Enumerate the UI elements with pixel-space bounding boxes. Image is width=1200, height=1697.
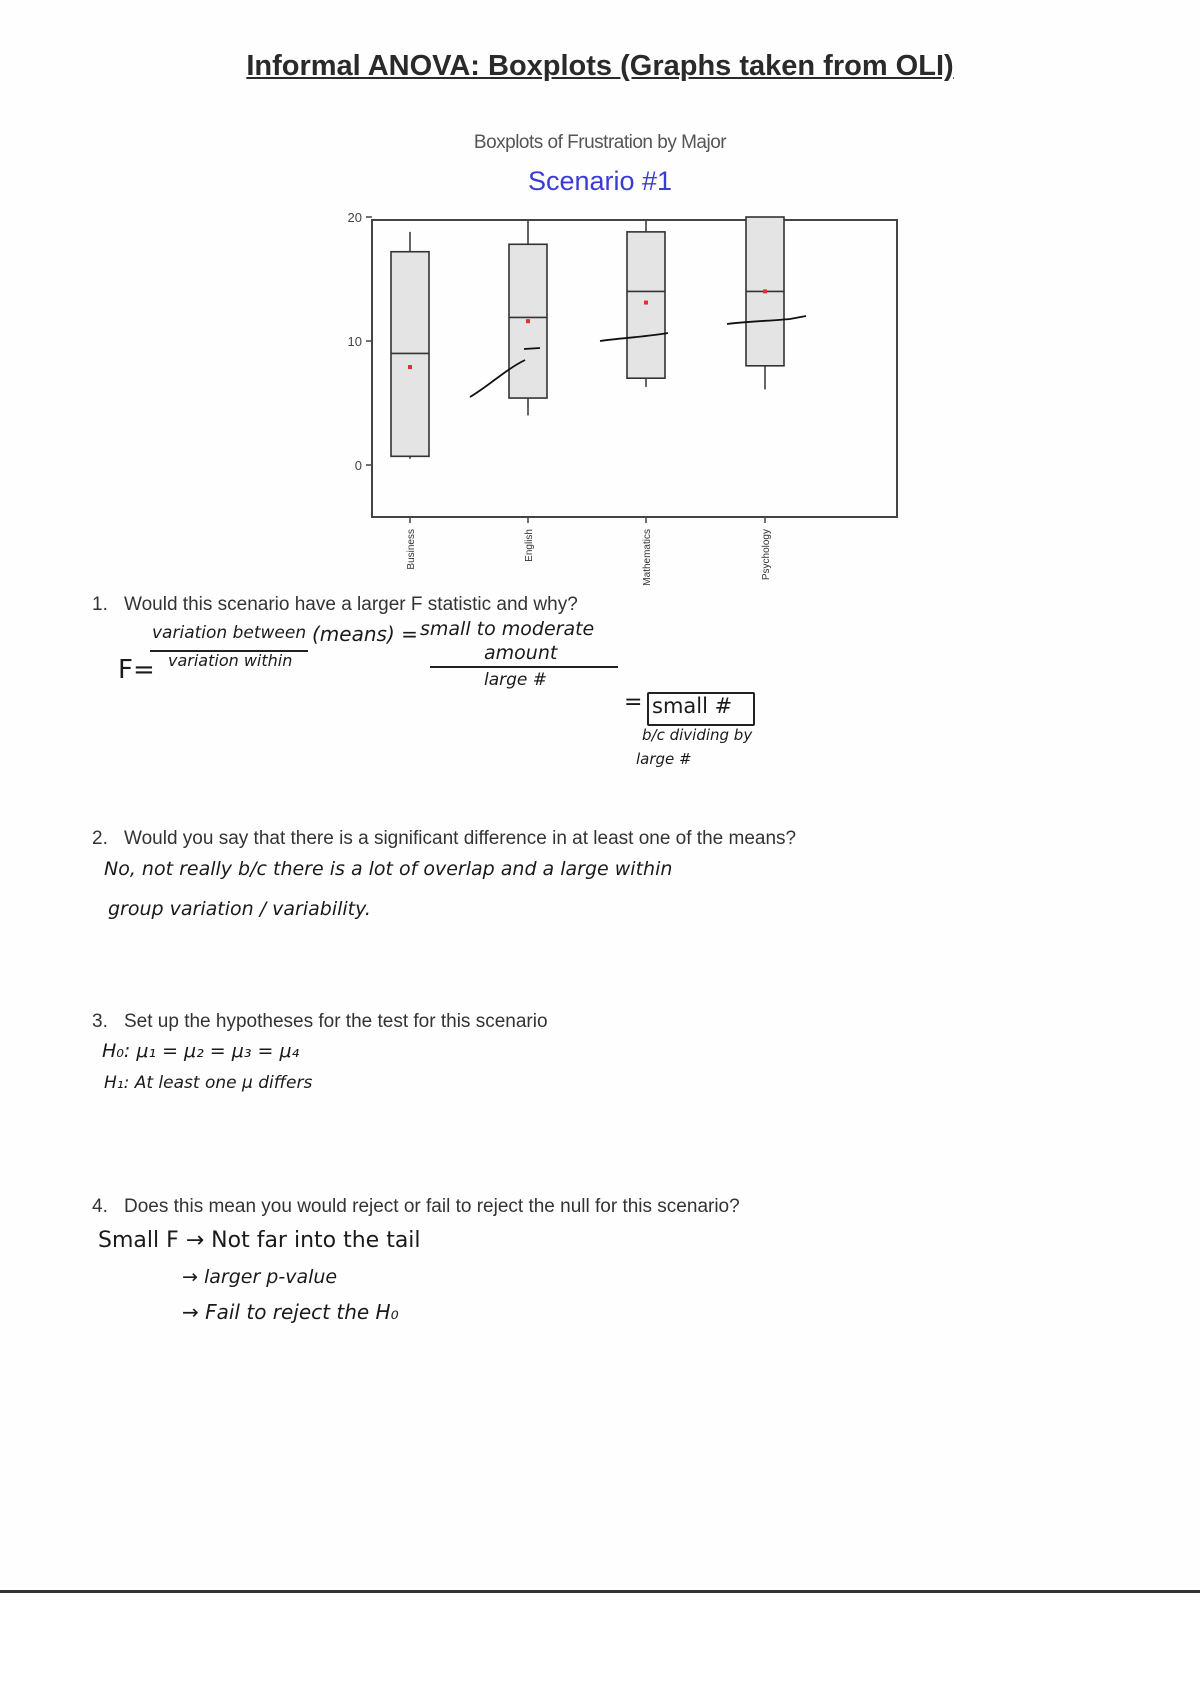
a1-f-prefix: F= [118, 655, 155, 685]
a1-fraction-line-2 [430, 666, 618, 668]
a1-because-2: large # [636, 750, 692, 768]
box-iqr [627, 232, 665, 378]
a1-amount: amount [484, 642, 558, 664]
question-2 [92, 828, 796, 850]
a1-means: (means) = [312, 622, 418, 646]
question-1-text: Would this scenario have a larger F statistic and why? [124, 594, 578, 615]
a2-line-2: group variation / variability. [108, 898, 371, 920]
a1-denominator: variation within [168, 651, 293, 670]
a4-line-2: → larger p-value [182, 1266, 338, 1288]
question-4-number: 4. [92, 1196, 108, 1217]
mean-marker [763, 289, 767, 293]
y-tick-label: 20 [347, 210, 362, 225]
box-business [391, 232, 429, 570]
y-axis [348, 210, 372, 473]
a1-boxed-answer: small # [652, 694, 733, 718]
question-3-text: Set up the hypotheses for the test for this scenario [124, 1011, 548, 1032]
boxes-group [391, 217, 784, 586]
x-tick-label: Mathematics [642, 529, 653, 586]
a2-line-1: No, not really b/c there is a lot of overlap and a large within [104, 858, 673, 880]
question-2-number: 2. [92, 828, 108, 849]
x-tick-label: Business [406, 529, 417, 570]
question-4-text: Does this mean you would reject or fail to reject the null for this scenario? [124, 1196, 740, 1217]
x-tick-label: Psychology [761, 529, 772, 581]
question-1 [92, 594, 578, 616]
chart-subtitle: Scenario #1 [527, 166, 673, 196]
question-4 [92, 1196, 740, 1218]
a1-equals: = [624, 690, 643, 715]
page-title: Informal ANOVA: Boxplots (Graphs taken from OLI) [246, 50, 954, 82]
a1-because: b/c dividing by [642, 726, 753, 744]
a3-alt-hypothesis: H₁: At least one μ differs [104, 1073, 313, 1093]
x-tick-label: English [524, 529, 535, 562]
a1-small-moderate: small to moderate [420, 618, 595, 640]
mean-marker [526, 319, 530, 323]
background-below-page [0, 1593, 1200, 1697]
a1-numerator: variation between [152, 623, 307, 643]
boxplot-chart [300, 200, 920, 610]
question-3-number: 3. [92, 1011, 108, 1032]
box-mathematics [627, 221, 665, 586]
a4-line-1: Small F → Not far into the tail [98, 1228, 421, 1253]
a3-null-hypothesis: H₀: μ₁ = μ₂ = μ₃ = μ₄ [102, 1040, 300, 1062]
mean-marker [644, 301, 648, 305]
mean-marker [408, 365, 412, 369]
box-psychology [746, 217, 784, 580]
chart-title: Boxplots of Frustration by Major [473, 132, 727, 153]
y-tick-label: 10 [347, 334, 362, 349]
question-2-text: Would you say that there is a significant difference in at least one of the means? [124, 828, 797, 849]
box-english [509, 221, 547, 562]
a4-line-3: → Fail to reject the H₀ [182, 1300, 399, 1324]
y-tick-label: 0 [354, 458, 362, 473]
a1-large: large # [484, 670, 548, 690]
question-1-number: 1. [92, 594, 108, 615]
question-3 [92, 1011, 548, 1033]
